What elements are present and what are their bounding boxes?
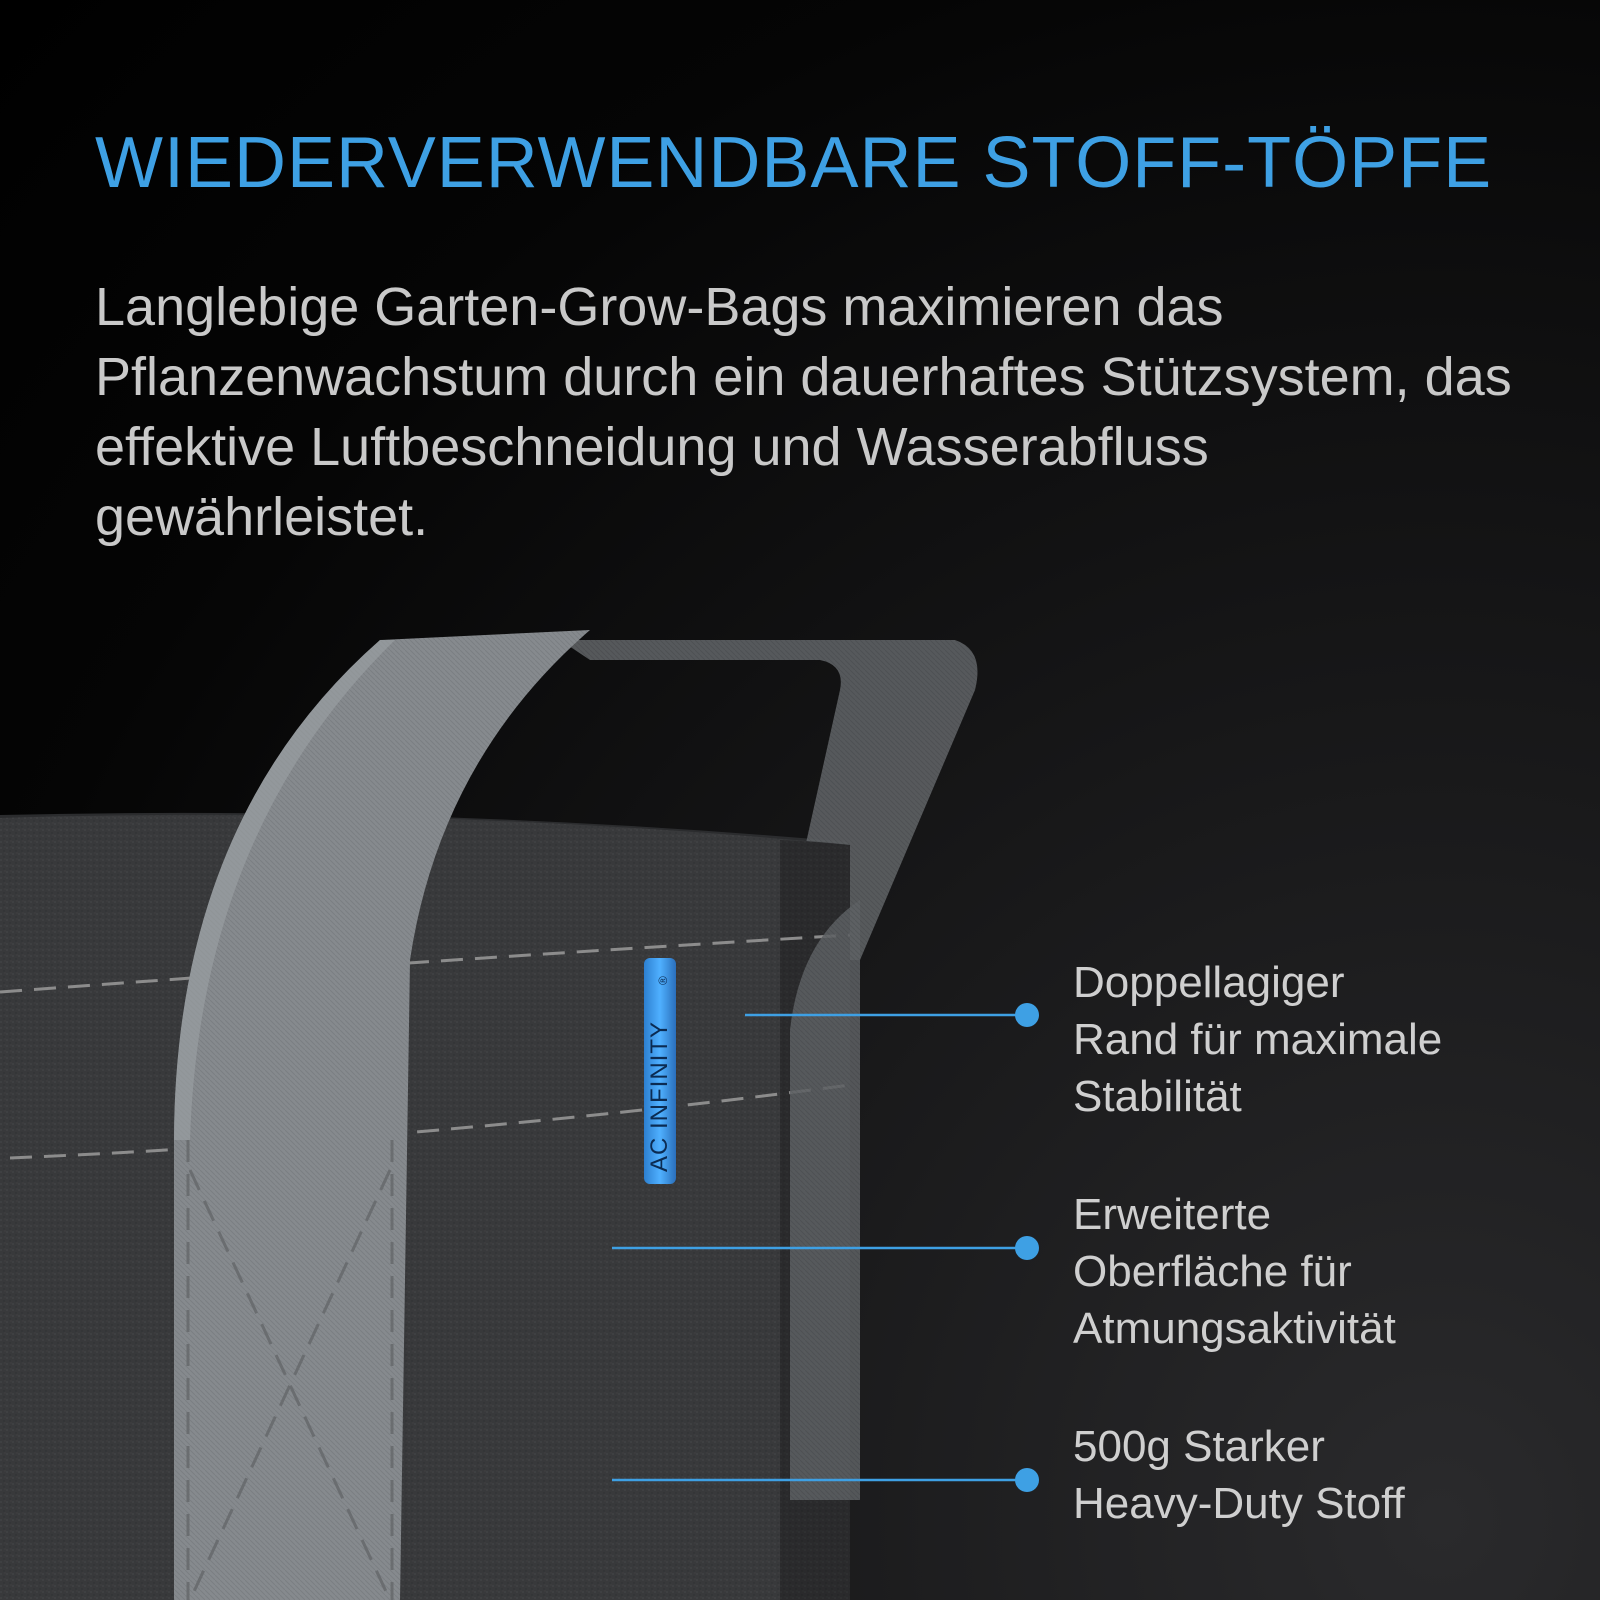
page-title: WIEDERVERWENDBARE STOFF-TÖPFE xyxy=(95,123,1493,203)
feature-double-rim: Doppellagiger Rand für maximale Stabilität xyxy=(1073,958,1443,1121)
brand-tag-mark: ® xyxy=(656,976,670,985)
intro-text: Langlebige Garten-Grow-Bags maximieren das Pflanzenwachstum durch ein dauerhaftes Stützsystem, das effektive Luftbeschneidung und Wasserabfluss gewährleistet. xyxy=(95,277,1512,547)
brand-tag-label: AC INFINITY xyxy=(646,1020,673,1172)
bag-body xyxy=(0,815,850,1600)
handle-right-strap xyxy=(790,900,860,1500)
feature-breathability: Erweiterte Oberfläche für Atmungsaktivität xyxy=(1073,1190,1396,1353)
feature-heavy-duty-fabric: 500g Starker Heavy-Duty Stoff xyxy=(1073,1422,1405,1528)
